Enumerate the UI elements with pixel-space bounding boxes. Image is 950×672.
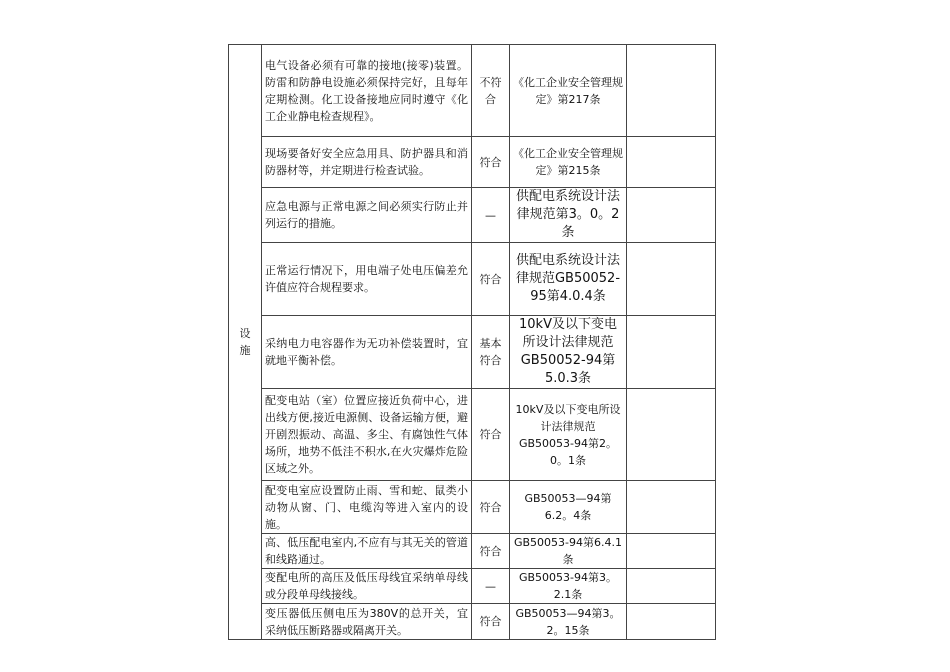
- reference-cell: 《化工企业安全管理规定》第217条: [510, 45, 627, 137]
- remark-cell: [627, 534, 716, 569]
- requirement-cell: 配变电站（室）位置应接近负荷中心，进出线方便,接近电源侧、设备运输方便，避开剧烈振动、高温、多尘、有腐蚀性气体场所，地势不低洼不积水,在火灾爆炸危险区域之外。: [262, 389, 472, 481]
- category-cell: [229, 45, 262, 640]
- result-cell: 符合: [472, 534, 510, 569]
- remark-cell: [627, 481, 716, 534]
- table-row: [229, 137, 716, 188]
- requirement-cell: 变压器低压侧电压为380V的总开关，宜采纳低压断路器或隔离开关。: [262, 604, 472, 640]
- reference-cell: GB50053-94第6.4.1条: [510, 534, 627, 569]
- table-row: [229, 481, 716, 534]
- remark-cell: [627, 569, 716, 604]
- requirement-cell: 变配电所的高压及低压母线宜采纳单母线或分段单母线接线。: [262, 569, 472, 604]
- reference-cell: 10kV及以下变电所设计法律规范GB50053-94第2。0。1条: [510, 389, 627, 481]
- table-row: [229, 604, 716, 640]
- result-cell: 符合: [472, 604, 510, 640]
- reference-cell: GB50053—94第6.2。4条: [510, 481, 627, 534]
- category-label: 设施: [239, 327, 251, 357]
- table-row: [229, 389, 716, 481]
- result-cell: 符合: [472, 243, 510, 316]
- remark-cell: [627, 188, 716, 243]
- reference-cell: 供配电系统设计法律规范GB50052-95第4.0.4条: [510, 243, 627, 316]
- remark-cell: [627, 316, 716, 389]
- result-cell: 符合: [472, 137, 510, 188]
- remark-cell: [627, 604, 716, 640]
- requirement-cell: 应急电源与正常电源之间必须实行防止并列运行的措施。: [262, 188, 472, 243]
- table-row: [229, 243, 716, 316]
- table-row: [229, 569, 716, 604]
- remark-cell: [627, 243, 716, 316]
- result-cell: 不符合: [472, 45, 510, 137]
- checklist-table: [228, 44, 716, 640]
- remark-cell: [627, 389, 716, 481]
- result-cell: 符合: [472, 389, 510, 481]
- result-cell: 符合: [472, 481, 510, 534]
- table-row: [229, 534, 716, 569]
- reference-cell: GB50053—94第3。2。15条: [510, 604, 627, 640]
- requirement-cell: 采纳电力电容器作为无功补偿装置时，宜就地平衡补偿。: [262, 316, 472, 389]
- result-cell: —: [472, 188, 510, 243]
- table-row: [229, 188, 716, 243]
- reference-cell: 《化工企业安全管理规定》第215条: [510, 137, 627, 188]
- requirement-cell: 配变电室应设置防止雨、雪和蛇、鼠类小动物从窗、门、电缆沟等进入室内的设施。: [262, 481, 472, 534]
- remark-cell: [627, 45, 716, 137]
- table-row: [229, 45, 716, 137]
- result-cell: —: [472, 569, 510, 604]
- requirement-cell: 高、低压配电室内,不应有与其无关的管道和线路通过。: [262, 534, 472, 569]
- table-row: [229, 316, 716, 389]
- requirement-cell: 电气设备必须有可靠的接地(接零)装置。防雷和防静电设施必须保持完好，且每年定期检测。化工设备接地应同时遵守《化工企业静电检查规程》。: [262, 45, 472, 137]
- reference-cell: GB50053-94第3。2.1条: [510, 569, 627, 604]
- requirement-cell: 现场要备好安全应急用具、防护器具和消防器材等，并定期进行检查试验。: [262, 137, 472, 188]
- remark-cell: [627, 137, 716, 188]
- result-cell: 基本符合: [472, 316, 510, 389]
- reference-cell: 10kV及以下变电所设计法律规范GB50052-94第5.0.3条: [510, 316, 627, 389]
- requirement-cell: 正常运行情况下，用电端子处电压偏差允许值应符合规程要求。: [262, 243, 472, 316]
- reference-cell: 供配电系统设计法律规范第3。0。2条: [510, 188, 627, 243]
